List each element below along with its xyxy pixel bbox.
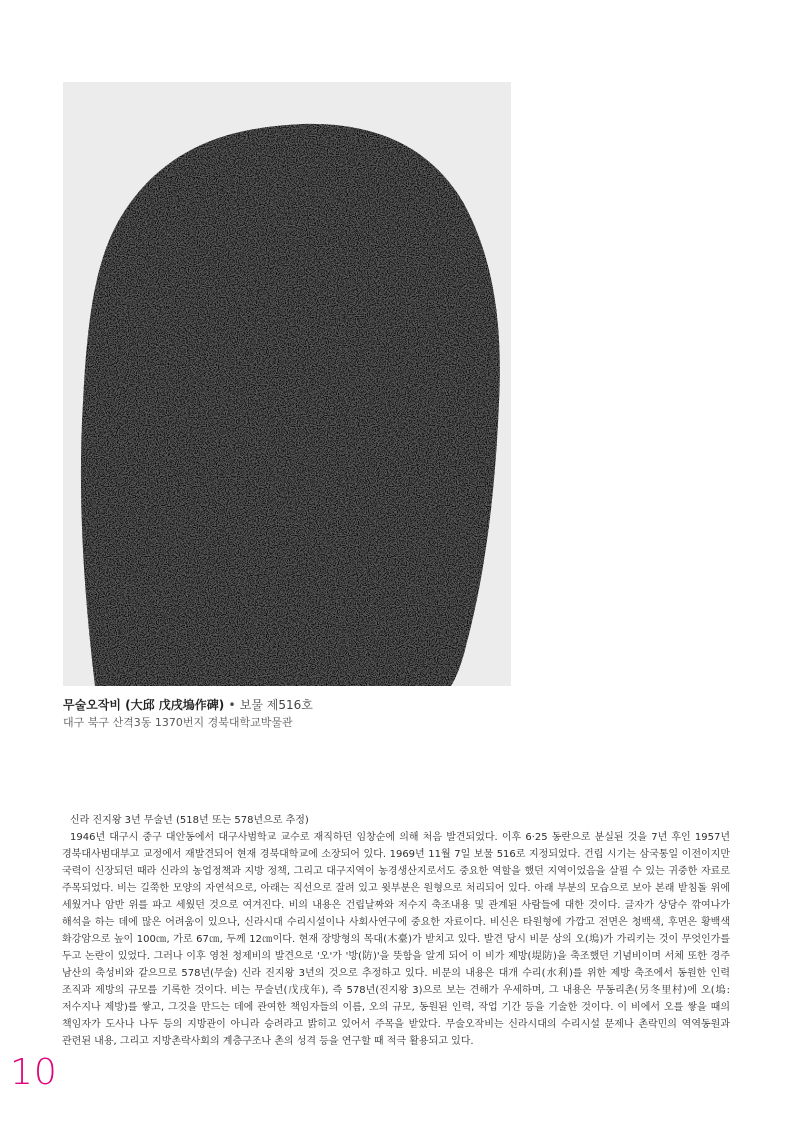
stele-rubbing-photo — [63, 82, 511, 686]
caption-separator: • — [228, 698, 236, 712]
page-number: 10 — [10, 1052, 58, 1093]
article-paragraph: 1946년 대구시 중구 대안동에서 대구사범학교 교수로 재직하던 임창순에 의해 처음 발견되었다. 이후 6·25 동란으로 분실된 것을 7년 후인 1957년 경북대사범대부고 교정에서 재발견되어 현재 경북대학교에 소장되어 있다. 1969년 11월 7일 보물 516로 지정되었다. 건립 시기는 삼국통일 이전이지만 국력이 신장되던 때라 신라의 농업정책과 지방 정책, 그리고 대구지역이 농경생산지로서도 중요한 역할을 했던 지역이었음을 살필 수 있는 귀중한 자료로 주목되었다. 비는 길쭉한 모양의 자연석으로, 아래는 직선으로 잘려 있고 윗부분은 원형으로 처리되어 있다. 아래 부분의 모습으로 보아 본래 받침돌 위에 세웠거나 암반 위를 파고 세웠던 것으로 여겨진다. 비의 내용은 건립날짜와 저수지 축조내용 및 관계된 사람들에 대한 것이다. 글자가 상당수 깎여나가 해석을 하는 데에 많은 어려움이 있으나, 신라시대 수리시설이나 사회사연구에 중요한 자료이다. 비신은 타원형에 가깝고 전면은 청백색, 후면은 황백색 화강암으로 높이 100㎝, 가로 67㎝, 두께 12㎝이다. 현재 장방형의 목대(木臺)가 받치고 있다. 발견 당시 비문 상의 오(塢)가 가리키는 것이 무엇인가를 두고 논란이 있었다. 그러나 이후 영천 청제비의 발견으로 '오'가 '방(防)'을 뜻함을 알게 되어 이 비가 제방(堤防)을 축조했던 기념비이며 서체 또한 경주 남산의 축성비와 같으므로 578년(무술) 신라 진지왕 3년의 것으로 추정하고 있다. 비문의 내용은 대개 수리(水利)를 위한 제방 축조에서 동원한 인력 조직과 제방의 규모를 기록한 것이다. 비는 무술년(戊戌年), 즉 578년(진지왕 3)으로 보는 견해가 우세하며, 그 내용은 무동리촌(另冬里村)에 오(塢:저수지나 제방)를 쌓고, 그것을 만드는 데에 관여한 책임자들의 이름, 오의 규모, 동원된 인력, 작업 기간 등을 기술한 것이다. 이 비에서 오를 쌓을 때의 책임자가 도사나 나두 등의 지방관이 아니라 승려라고 밝히고 있어서 주목을 받았다. 무술오작비는 신라시대의 수리시설 문제나 촌락민의 역역동원과 관련된 내용, 그리고 지방촌락사회의 계층구조나 촌의 성격 등을 연구할 때 적극 활용되고 있다. — [62, 832, 730, 1047]
article-body — [62, 812, 730, 1050]
figure-title: 무술오작비 (大邱 戊戌塢作碑) — [63, 698, 225, 712]
figure-location: 대구 북구 산격3동 1370번지 경북대학교박물관 — [63, 716, 293, 729]
article-subhead: 신라 진지왕 3년 무술년 (518년 또는 578년으로 추정) — [70, 815, 309, 826]
stone-stele-image — [63, 82, 511, 686]
figure-designation: 보물 제516호 — [239, 698, 313, 712]
figure-caption-title — [63, 696, 313, 713]
